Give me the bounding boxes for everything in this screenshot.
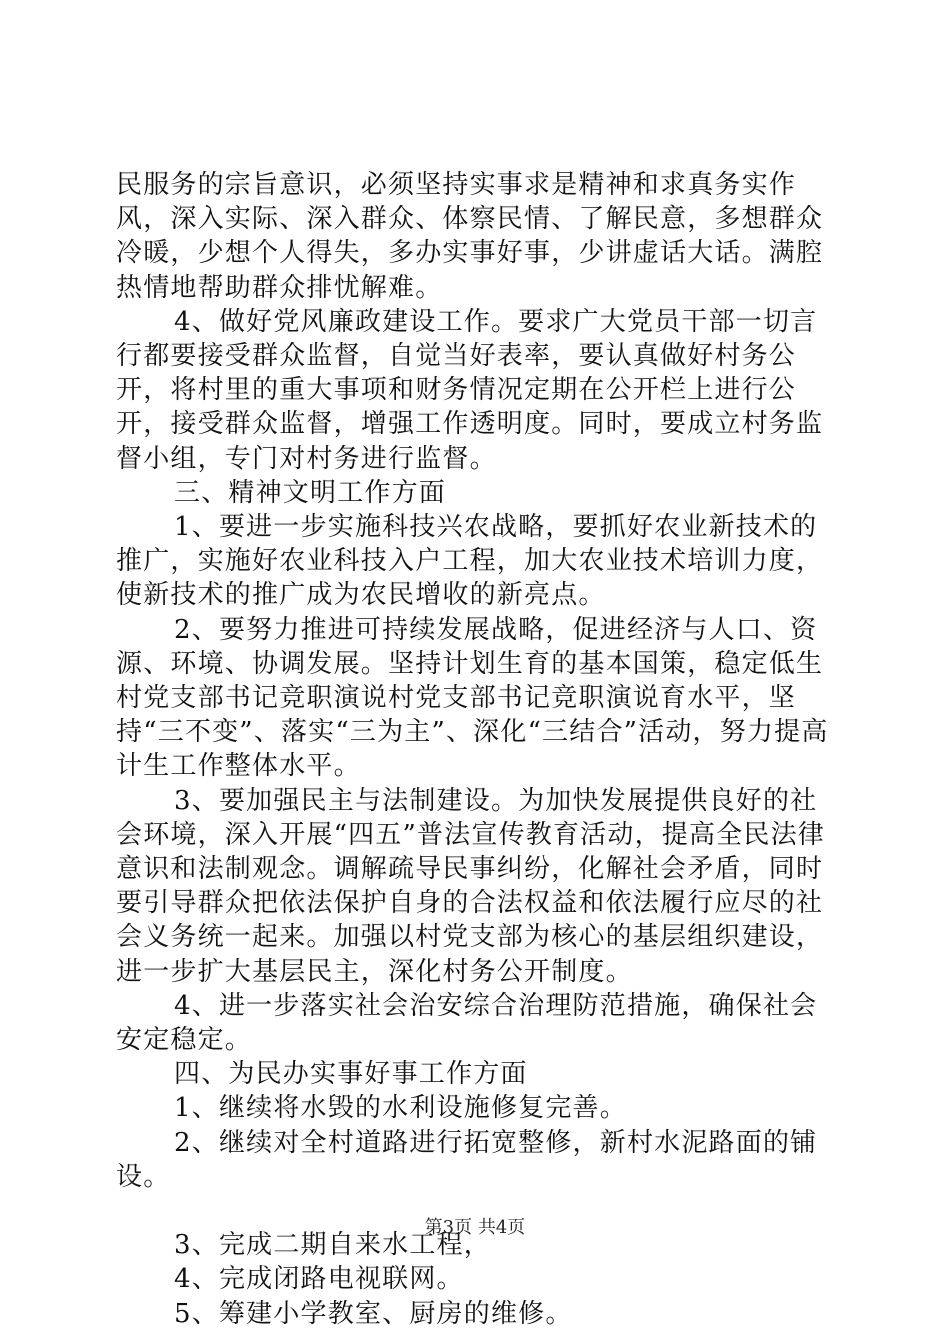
document-body	[116, 168, 836, 1331]
list-item-2: 2、继续对全村道路进行拓宽整修，新村水泥路面的铺设。	[116, 1127, 818, 1192]
list-item-4: 4、完成闭路电视联网。	[174, 1264, 464, 1295]
paragraph-item-1-technology: 1、要进一步实施科技兴农战略，要抓好农业新技术的推广，实施好农业科技入户工程，加大农业技术培训力度，使新技术的推广成为农民增收的新亮点。	[116, 512, 824, 611]
paragraph-item-4-security: 4、进一步落实社会治安综合治理防范措施，确保社会安定稳定。	[116, 990, 818, 1056]
section-heading-3: 三、精神文明工作方面	[174, 477, 447, 508]
paragraph-continuation: 民服务的宗旨意识，必须坚持实事求是精神和求真务实作风，深入实际、深入群众、体察民情、了解民意，多想群众冷暖，少想个人得失，多办实事好事，少讲虚话大话。满腔热情地帮助群众排忧解难。	[116, 170, 824, 303]
list-item-5: 5、筹建小学教室、厨房的维修。	[174, 1298, 573, 1329]
section-heading-4: 四、为民办实事好事工作方面	[174, 1059, 528, 1090]
paragraph-item-2-development: 2、要努力推进可持续发展战略，促进经济与人口、资源、环境、协调发展。坚持计划生育的基本国策，稳定低生村党支部书记竞职演说村党支部书记竞职演说育水平，坚持“三不变”、落实“三为主”、深化“三结合”活动，努力提高计生工作整体水平。	[116, 614, 829, 782]
paragraph-item-3-democracy: 3、要加强民主与法制建设。为加快发展提供良好的社会环境，深入开展“四五”普法宣传教育活动，提高全民法律意识和法制观念。调解疏导民事纠纷，化解社会矛盾，同时要引导群众把依法保护自身的合法权益和依法履行应尽的社会义务统一起来。加强以村党支部为核心的基层组织建设，进一步扩大基层民主，深化村务公开制度。	[116, 785, 825, 987]
list-item-3: 3、完成二期自来水工程，	[174, 1230, 491, 1261]
page-number-footer: 第3页 共4页	[424, 1217, 526, 1238]
list-item-1: 1、继续将水毁的水利设施修复完善。	[174, 1093, 627, 1124]
paragraph-item-4-integrity: 4、做好党风廉政建设工作。要求广大党员干部一切言行都要接受群众监督，自觉当好表率，要认真做好村务公开，将村里的重大事项和财务情况定期在公开栏上进行公开，接受群众监督，增强工作透明度。同时，要成立村务监督小组，专门对村务进行监督。	[116, 306, 824, 474]
